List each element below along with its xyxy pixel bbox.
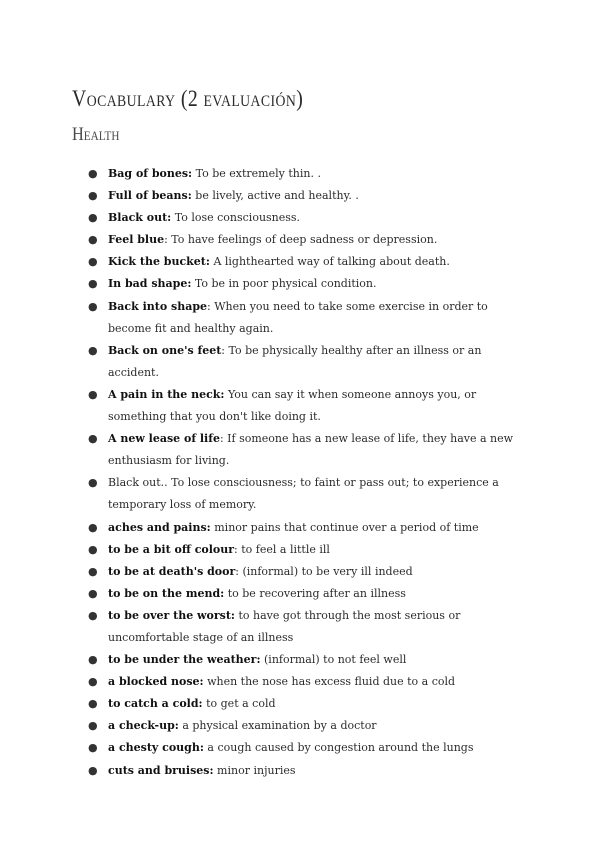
vocab-definition: A lighthearted way of talking about death. — [209, 255, 450, 269]
vocab-term: A new lease of life — [108, 432, 220, 446]
list-item — [0, 229, 600, 251]
vocab-definition: minor injuries — [213, 763, 296, 777]
vocab-definition: be lively, active and healthy. . — [191, 189, 359, 203]
bullet-icon: ● — [88, 432, 98, 446]
vocab-definition: To be extremely thin. . — [192, 167, 321, 180]
list-item — [0, 296, 600, 340]
bullet-icon: ● — [88, 675, 98, 689]
vocab-definition: : To be physically healthy after an illness or an accident. — [108, 343, 482, 379]
list-item — [0, 671, 600, 693]
list-item — [0, 737, 600, 759]
bullet-icon: ● — [88, 586, 98, 600]
vocab-term: cuts and bruises: — [108, 763, 214, 777]
vocab-term: Black out: — [108, 211, 172, 225]
vocab-definition: : To have feelings of deep sadness or depression. — [164, 233, 438, 247]
bullet-icon: ● — [88, 697, 98, 711]
list-item — [0, 693, 600, 715]
list-item — [0, 428, 600, 472]
vocab-term: A pain in the neck: — [108, 387, 225, 401]
vocabulary-list — [0, 163, 600, 782]
list-item — [0, 340, 600, 384]
vocab-definition: a physical examination by a doctor — [178, 719, 377, 733]
bullet-icon: ● — [88, 255, 98, 269]
list-item — [0, 163, 600, 185]
bullet-icon: ● — [88, 343, 98, 357]
vocab-term: Kick the bucket: — [108, 255, 210, 269]
bullet-icon: ● — [88, 387, 98, 401]
vocab-term: a chesty cough: — [108, 741, 204, 755]
list-item — [0, 649, 600, 671]
vocab-definition: To lose consciousness. — [171, 211, 301, 225]
vocab-term: to be over the worst: — [108, 608, 235, 622]
vocab-term: to be on the mend: — [108, 586, 225, 600]
list-item — [0, 760, 600, 782]
vocab-definition: to have got through the most serious or uncomfortable stage of an illness — [108, 608, 461, 644]
vocab-term: In bad shape: — [108, 277, 192, 291]
list-item — [0, 583, 600, 605]
list-item — [0, 185, 600, 207]
bullet-icon: ● — [88, 741, 98, 755]
bullet-icon: ● — [88, 564, 98, 578]
vocab-definition: to be recovering after an illness — [224, 586, 406, 600]
vocab-term: Back into shape — [108, 299, 208, 313]
list-item — [0, 384, 600, 428]
list-item — [0, 472, 600, 516]
bullet-icon: ● — [88, 653, 98, 667]
list-item — [0, 539, 600, 561]
vocab-definition: a cough caused by congestion around the lungs — [203, 741, 474, 755]
vocab-term: Full of beans: — [108, 189, 192, 203]
vocab-term: Feel blue — [108, 233, 165, 247]
vocab-definition: : (informal) to be very ill indeed — [235, 564, 413, 578]
section-heading: Health — [72, 124, 120, 145]
vocab-term: aches and pains: — [108, 520, 211, 534]
vocab-term: to catch a cold: — [108, 697, 203, 711]
bullet-icon: ● — [88, 233, 98, 247]
bullet-icon: ● — [88, 763, 98, 777]
vocab-term: Bag of bones: — [108, 167, 193, 180]
vocab-definition: : to feel a little ill — [234, 542, 330, 556]
vocab-term: to be a bit off colour — [108, 542, 235, 556]
vocab-definition: To be in poor physical condition. — [191, 277, 377, 291]
bullet-icon: ● — [88, 520, 98, 534]
page-title: Vocabulary (2 evaluación) — [72, 86, 304, 111]
bullet-icon: ● — [88, 299, 98, 313]
list-item — [0, 251, 600, 273]
bullet-icon: ● — [88, 167, 98, 180]
list-item — [0, 561, 600, 583]
bullet-icon: ● — [88, 189, 98, 203]
list-item — [0, 715, 600, 737]
bullet-icon: ● — [88, 211, 98, 225]
list-item — [0, 517, 600, 539]
vocab-term: to be under the weather: — [108, 653, 261, 667]
vocab-definition: You can say it when someone annoys you, or something that you don't like doing it. — [108, 387, 477, 424]
bullet-icon: ● — [88, 542, 98, 556]
vocab-term: Back on one's feet — [108, 343, 222, 357]
vocab-definition: (informal) to not feel well — [260, 653, 407, 667]
vocab-definition: : When you need to take some exercise in order to become fit and healthy again. — [108, 299, 488, 335]
bullet-icon: ● — [88, 608, 98, 622]
vocab-definition: when the nose has excess fluid due to a cold — [203, 675, 456, 689]
list-item — [0, 207, 600, 229]
vocab-definition: : If someone has a new lease of life, they have a new enthusiasm for living. — [108, 432, 514, 468]
vocab-term: a check-up: — [108, 719, 179, 733]
list-item — [0, 273, 600, 295]
bullet-icon: ● — [88, 719, 98, 733]
vocab-term: a blocked nose: — [108, 675, 204, 689]
list-item — [0, 605, 600, 649]
vocab-definition: to get a cold — [202, 697, 276, 711]
bullet-icon: ● — [88, 277, 98, 291]
vocab-definition: minor pains that continue over a period of time — [210, 520, 479, 534]
vocab-definition: Black out.. To lose consciousness; to faint or pass out; to experience a temporary loss of memory. — [108, 476, 499, 512]
bullet-icon: ● — [88, 476, 98, 490]
vocab-term: to be at death's door — [108, 564, 236, 578]
